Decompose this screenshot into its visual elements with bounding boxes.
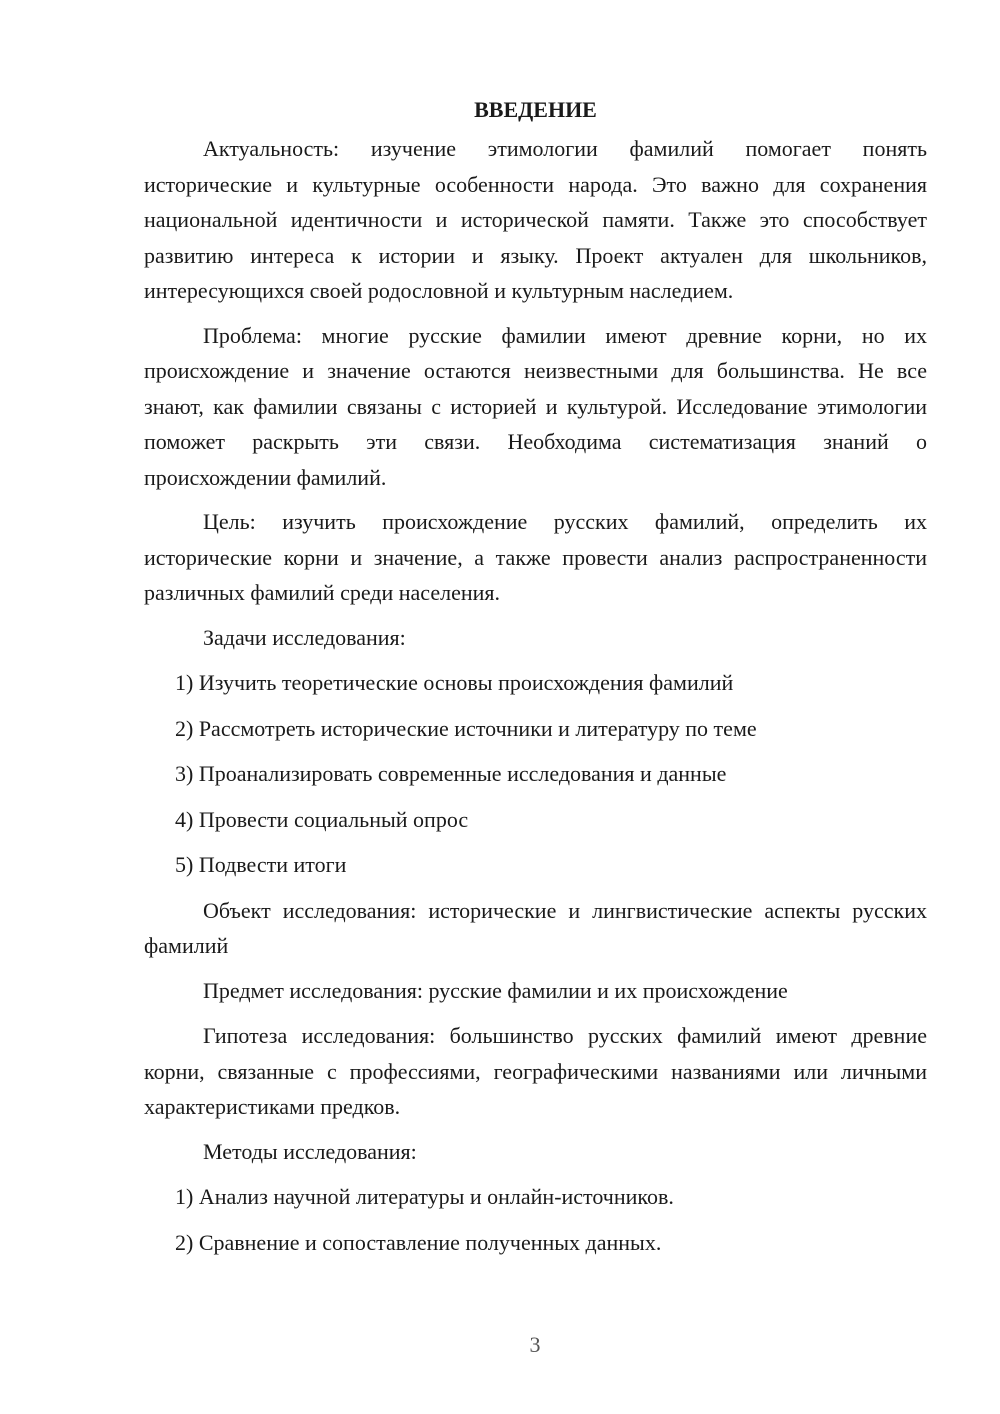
hypothesis-paragraph: Гипотеза исследования: большинство русских фамилий имеют древние корни, связанные с профессиями, географическими названиями или личными характеристиками предков. (144, 1023, 927, 1119)
page-number: 3 (529, 1332, 541, 1357)
method-item: 2) Сравнение и сопоставление полученных данных. (175, 1229, 662, 1255)
relevance-paragraph: Актуальность: изучение этимологии фамилий помогает понять исторические и культурные особенности народа. Это важно для сохранения национальной идентичности и исторической памяти. Также это способствует развитию интереса к истории и языку. Проект актуален для школьников, интересующихся своей родословной и культурным наследием. (144, 136, 927, 303)
methods-heading: Методы исследования: (203, 1138, 417, 1164)
tasks-heading: Задачи исследования: (203, 624, 406, 650)
document-page (144, 92, 927, 1270)
task-item: 1) Изучить теоретические основы происхождения фамилий (175, 670, 734, 695)
tasks-list (144, 665, 927, 883)
task-item: 5) Подвести итоги (175, 852, 347, 877)
task-item: 3) Проанализировать современные исследования и данные (175, 761, 727, 786)
goal-paragraph: Цель: изучить происхождение русских фамилий, определить их исторические корни и значение, а также провести анализ распространенности различных фамилий среди населения. (144, 509, 927, 605)
object-paragraph: Объект исследования: исторические и лингвистические аспекты русских фамилий (144, 897, 927, 958)
problem-paragraph: Проблема: многие русские фамилии имеют древние корни, но их происхождение и значение остаются неизвестными для большинства. Не все знают, как фамилии связаны с историей и культурой. Исследование этимологии поможет раскрыть эти связи. Необходима систематизация знаний о происхождении фамилий. (144, 322, 927, 490)
method-item: 1) Анализ научной литературы и онлайн-источников. (175, 1184, 674, 1209)
methods-list (144, 1179, 927, 1260)
section-title: ВВЕДЕНИЕ (474, 97, 597, 122)
task-item: 4) Провести социальный опрос (175, 806, 469, 832)
subject-paragraph: Предмет исследования: русские фамилии и их происхождение (203, 977, 788, 1003)
task-item: 2) Рассмотреть исторические источники и литературу по теме (175, 715, 757, 741)
